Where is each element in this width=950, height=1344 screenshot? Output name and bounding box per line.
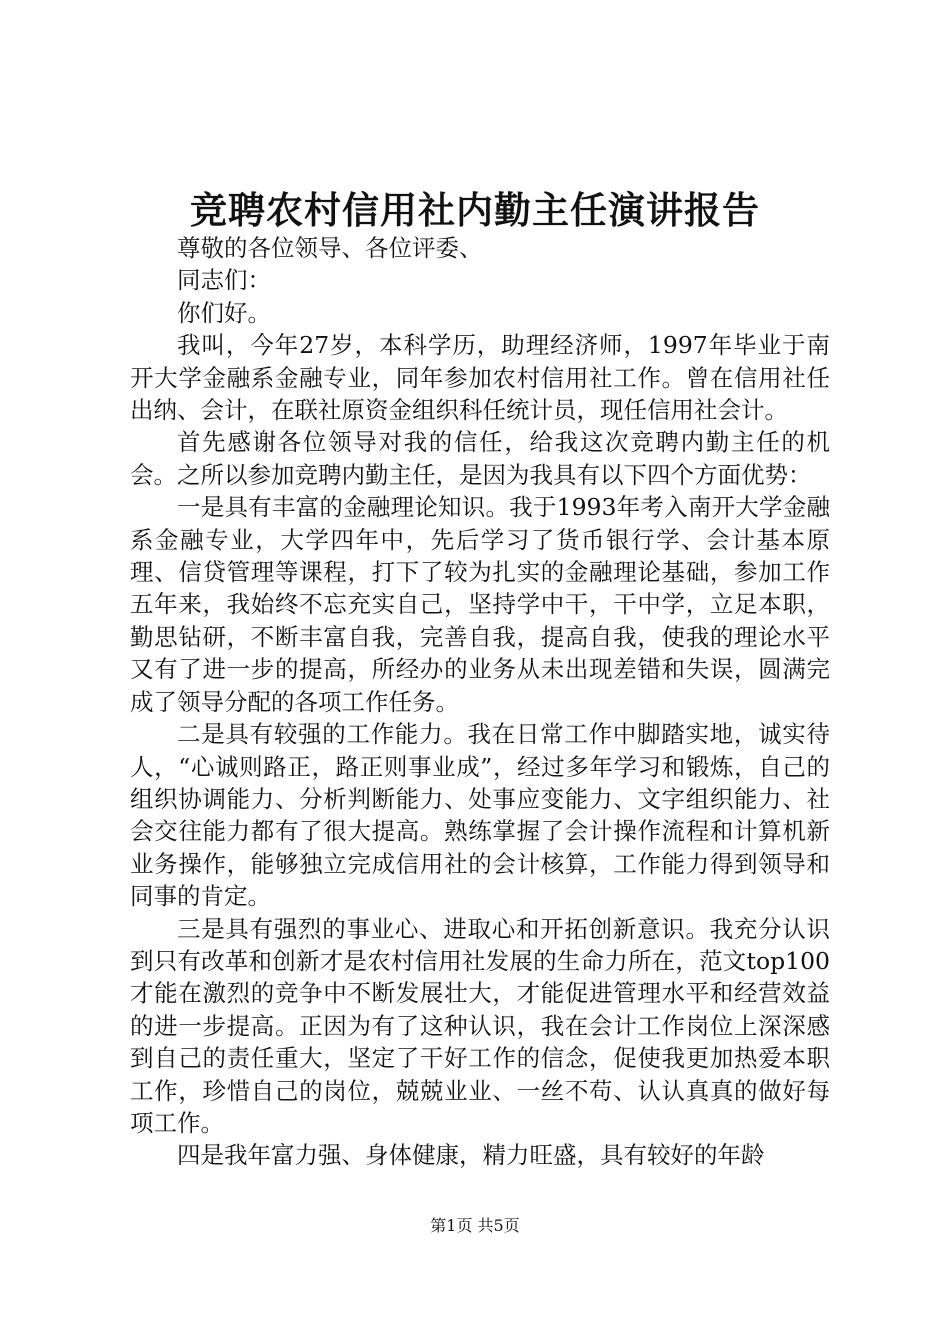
salutation-paragraph: 同志们： [177,266,271,295]
salutation-paragraph: 尊敬的各位领导、各位评委、 [177,234,483,262]
body-paragraph: 我叫，今年27岁，本科学历，助理经济师，1997年毕业于南开大学金融系金融专业，同年参加农村信用社工作。曾在信用社任出纳、会计，在联社原资金组织科任统计员，现任信用社会计。 [130,331,830,425]
body-paragraph: 二是具有较强的工作能力。我在日常工作中脚踏实地，诚实待人，“心诚则路正，路正则事业成”，经过多年学习和锻炼，自己的组织协调能力、分析判断能力、处事应变能力、文字组织能力、社会交往能力都有了很大提高。熟练掌握了会计操作流程和计算机新业务操作，能够独立完成信用社的会计核算，工作能力得到领导和同事的肯定。 [130,720,830,911]
document-body [130,232,830,1172]
body-paragraph: 首先感谢各位领导对我的信任，给我这次竞聘内勤主任的机会。之所以参加竞聘内勤主任，是因为我具有以下四个方面优势： [130,428,830,489]
body-paragraph: 四是我年富力强、身体健康，精力旺盛，具有较好的年龄 [177,1141,765,1170]
greeting-paragraph: 你们好。 [177,298,271,327]
body-paragraph: 一是具有丰富的金融理论知识。我于1993年考入南开大学金融系金融专业，大学四年中，先后学习了货币银行学、会计基本原理、信贷管理等课程，打下了较为扎实的金融理论基础，参加工作五年来，我始终不忘充实自己，坚持学中干，干中学，立足本职，勤思钻研，不断丰富自我，完善自我，提高自我，使我的理论水平又有了进一步的提高，所经办的业务从未出现差错和失误，圆满完成了领导分配的各项工作任务。 [130,493,830,716]
page-number-footer: 第1页 共5页 [430,1216,520,1235]
document-title: 竞聘农村信用社内勤主任演讲报告 [190,188,760,232]
body-paragraph: 三是具有强烈的事业心、进取心和开拓创新意识。我充分认识到只有改革和创新才是农村信用社发展的生命力所在，范文top100才能在激烈的竞争中不断发展壮大，才能促进管理水平和经营效益的进一步提高。正因为有了这种认识，我在会计工作岗位上深深感到自己的责任重大，坚定了干好工作的信念，促使我更加热爱本职工作，珍惜自己的岗位，兢兢业业、一丝不苟、认认真真的做好每项工作。 [130,914,830,1137]
